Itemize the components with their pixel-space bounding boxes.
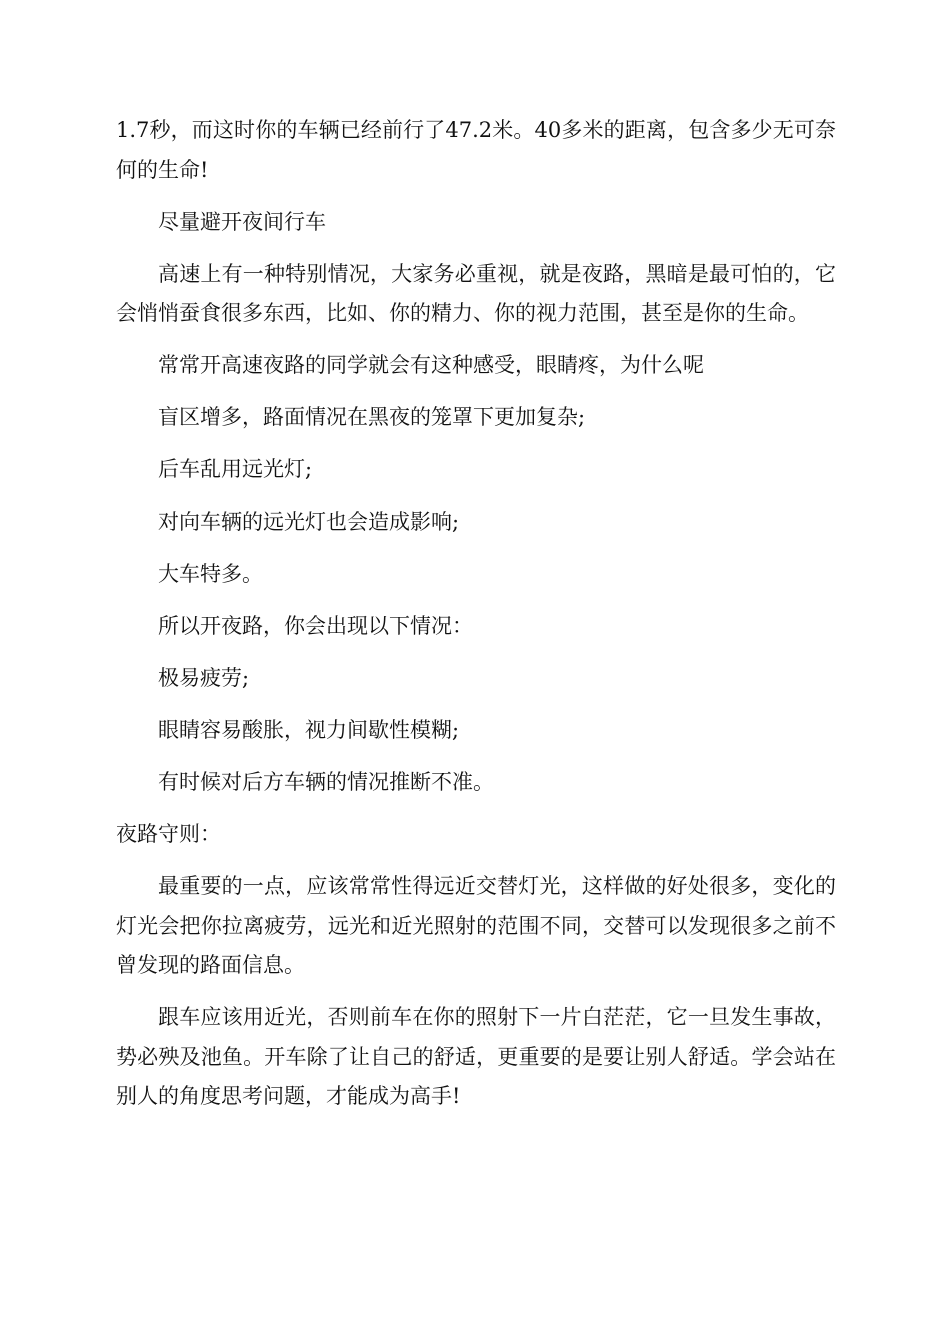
paragraph-3: 高速上有一种特别情况，大家务必重视，就是夜路，黑暗是最可怕的，它会悄悄蚕食很多东西，比如、你的精力、你的视力范围，甚至是你的生命。 — [116, 261, 836, 326]
paragraph-1: 1.7秒，而这时你的车辆已经前行了47.2米。40多米的距离，包含多少无可奈何的生命! — [116, 118, 836, 182]
list-item-oncoming-high-beam: 对向车辆的远光灯也会造成影响; — [158, 509, 460, 534]
paragraph-15: 跟车应该用近光，否则前车在你的照射下一片白茫茫，它一旦发生事故，势必殃及池鱼。开车除了让自己的舒适，更重要的是要让别人舒适。学会站在别人的角度思考问题，才能成为高手! — [116, 1005, 836, 1109]
paragraph-9: 所以开夜路，你会出现以下情况： — [158, 613, 473, 638]
section-heading-night-rules: 夜路守则： — [116, 822, 221, 847]
list-item-eye-strain: 眼睛容易酸胀，视力间歇性模糊; — [158, 717, 460, 742]
list-item-rear-high-beam: 后车乱用远光灯; — [158, 457, 313, 482]
paragraph-4: 常常开高速夜路的同学就会有这种感受，眼睛疼，为什么呢 — [158, 353, 704, 378]
document-body — [116, 111, 836, 1129]
paragraph-14: 最重要的一点，应该常常性得远近交替灯光，这样做的好处很多，变化的灯光会把你拉离疲劳，远光和近光照射的范围不同，交替可以发现很多之前不曾发现的路面信息。 — [116, 874, 836, 978]
list-item-blind-spots: 盲区增多，路面情况在黑夜的笼罩下更加复杂; — [158, 405, 586, 430]
paragraph-heading-avoid-night-driving: 尽量避开夜间行车 — [158, 209, 326, 234]
list-item-fatigue: 极易疲劳; — [158, 665, 250, 690]
list-item-misjudge-rear: 有时候对后方车辆的情况推断不准。 — [158, 770, 494, 795]
list-item-many-trucks: 大车特多。 — [158, 561, 263, 586]
